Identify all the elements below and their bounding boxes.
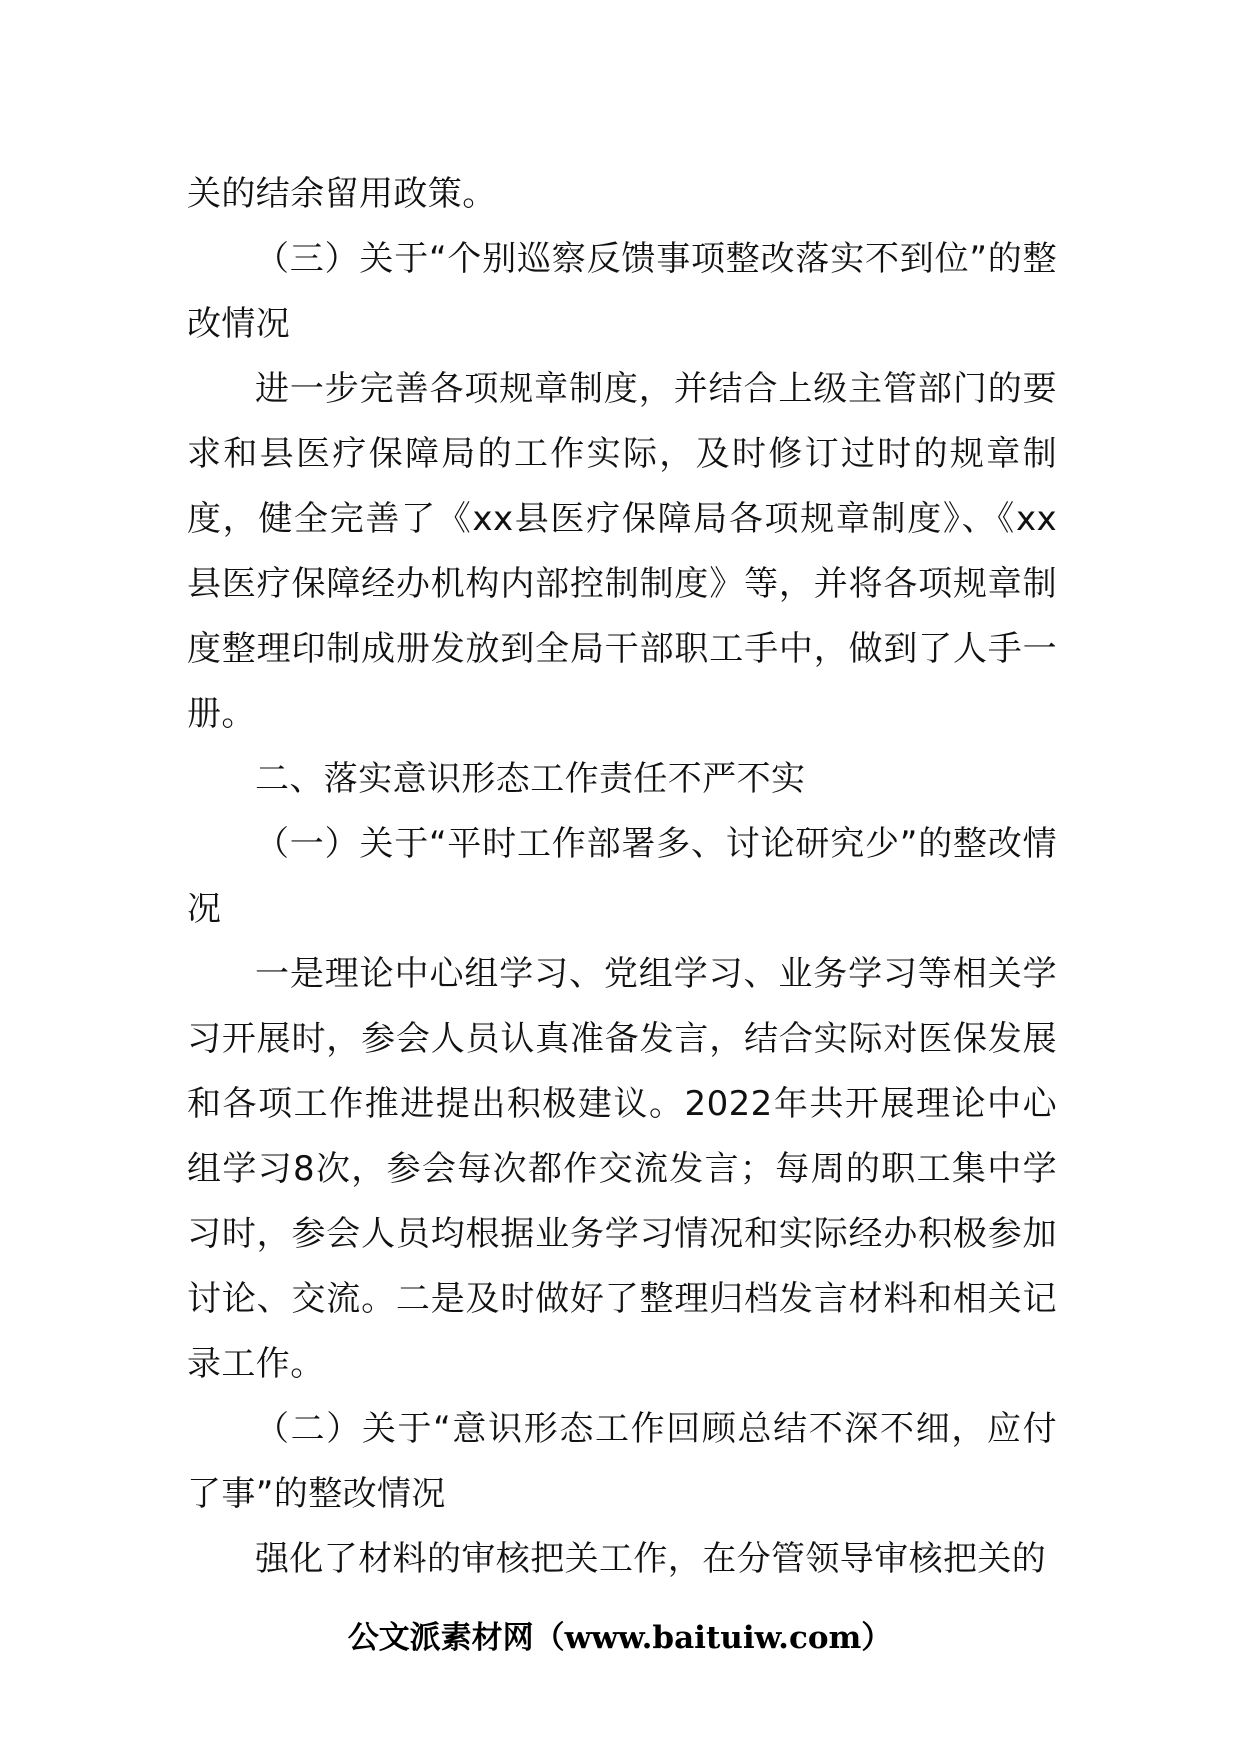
section-heading: 二、落实意识形态工作责任不严不实 [255, 759, 806, 799]
section-heading: （三）关于“个别巡察反馈事项整改落实不到位”的整改情况 [187, 239, 1057, 344]
paragraph: 强化了材料的审核把关工作，在分管领导审核把关的 [255, 1539, 1047, 1579]
paragraph: 关的结余留用政策。 [187, 174, 497, 214]
paragraph: 进一步完善各项规章制度，并结合上级主管部门的要求和县医疗保障局的工作实际，及时修订过时的规章制度，健全完善了《xx县医疗保障局各项规章制度》、《xx县医疗保障经办机构内部控制制度》等，并将各项规章制度整理印制成册发放到全局干部职工手中，做到了人手一册。 [187, 369, 1057, 734]
section-heading: （一）关于“平时工作部署多、讨论研究少”的整改情况 [187, 824, 1057, 929]
document-body [187, 162, 1057, 1592]
footer-watermark: 公文派素材网（www.baituiw.com） [347, 1620, 893, 1656]
section-heading: （二）关于“意识形态工作回顾总结不深不细，应付了事”的整改情况 [187, 1409, 1057, 1514]
paragraph: 一是理论中心组学习、党组学习、业务学习等相关学习开展时，参会人员认真准备发言，结合实际对医保发展和各项工作推进提出积极建议。2022年共开展理论中心组学习8次，参会每次都作交流发言；每周的职工集中学习时，参会人员均根据业务学习情况和实际经办积极参加讨论、交流。二是及时做好了整理归档发言材料和相关记录工作。 [187, 954, 1057, 1384]
